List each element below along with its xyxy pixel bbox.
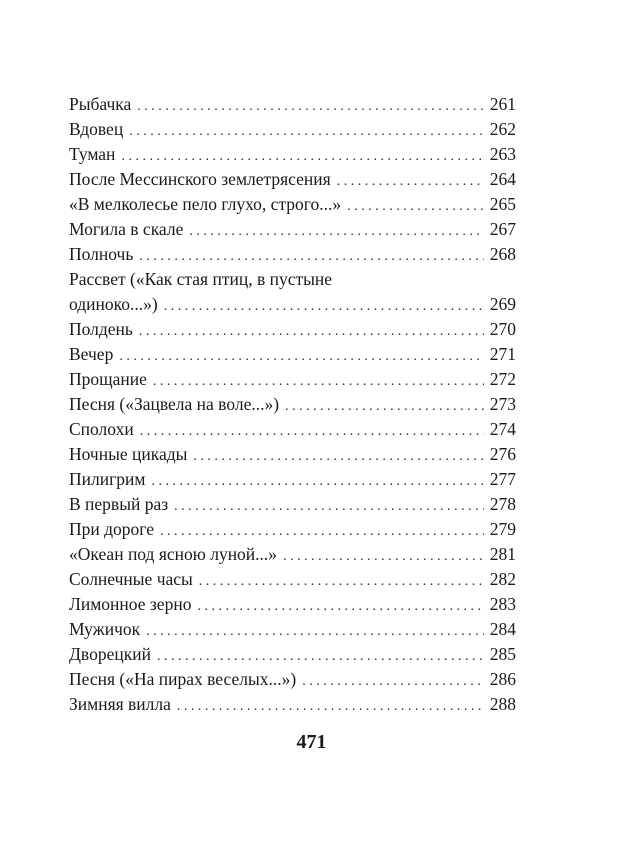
toc-entry-title: Туман <box>69 144 116 164</box>
toc-entry-page: 285 <box>489 644 516 664</box>
toc-entry-title: Зимняя вилла <box>69 694 171 714</box>
toc-entry <box>69 167 516 192</box>
toc-entry-page: 269 <box>489 294 516 314</box>
toc-entry-title: «В мелколесье пело глухо, строго...» <box>69 194 342 214</box>
dot-leader <box>337 169 484 194</box>
toc-entry-title: Ночные цикады <box>69 444 188 464</box>
toc-entry-title: Могила в скале <box>69 219 184 239</box>
toc-entry <box>69 342 516 367</box>
dot-leader <box>347 194 484 219</box>
toc-entry <box>69 92 516 117</box>
toc-entry-title: Полдень <box>69 319 133 339</box>
toc-entry <box>69 517 516 542</box>
table-of-contents <box>69 92 516 717</box>
toc-entry <box>69 692 516 717</box>
toc-entry-page: 268 <box>489 244 516 264</box>
toc-entry <box>69 292 516 317</box>
toc-entry-title: Песня («На пирах веселых...») <box>69 669 297 689</box>
toc-entry-page: 284 <box>489 619 516 639</box>
toc-entry-page: 278 <box>489 494 516 514</box>
toc-entry-title: «Океан под ясною луной...» <box>69 544 278 564</box>
toc-entry <box>69 467 516 492</box>
toc-entry <box>69 617 516 642</box>
toc-entry-page: 267 <box>489 219 516 239</box>
toc-entry <box>69 192 516 217</box>
toc-entry-title: одиноко...») <box>69 294 158 314</box>
dot-leader <box>174 494 484 519</box>
toc-entry-title: Рыбачка <box>69 94 132 114</box>
toc-entry-page: 286 <box>489 669 516 689</box>
dot-leader <box>157 644 484 669</box>
toc-entry-title: Солнечные часы <box>69 569 193 589</box>
toc-entry <box>69 492 516 517</box>
toc-entry <box>69 117 516 142</box>
toc-entry-page: 288 <box>489 694 516 714</box>
dot-leader <box>146 619 484 644</box>
toc-entry-title: В первый раз <box>69 494 169 514</box>
toc-entry <box>69 242 516 267</box>
toc-entry-page: 270 <box>489 319 516 339</box>
toc-entry-page: 281 <box>489 544 516 564</box>
toc-entry <box>69 567 516 592</box>
toc-entry-page: 271 <box>489 344 516 364</box>
dot-leader <box>160 519 484 544</box>
dot-leader <box>139 244 483 269</box>
dot-leader <box>283 544 484 569</box>
dot-leader <box>197 594 483 619</box>
toc-entry-title: Вдовец <box>69 119 124 139</box>
toc-entry-page: 264 <box>489 169 516 189</box>
toc-entry <box>69 217 516 242</box>
dot-leader <box>302 669 484 694</box>
toc-entry-page: 261 <box>489 94 516 114</box>
toc-entry-page: 276 <box>489 444 516 464</box>
toc-entry-title: Дворецкий <box>69 644 151 664</box>
toc-entry-title: Прощание <box>69 369 147 389</box>
dot-leader <box>193 444 483 469</box>
toc-entry-page: 279 <box>489 519 516 539</box>
dot-leader <box>140 419 484 444</box>
dot-leader <box>129 119 484 144</box>
toc-entry-title: Пилигрим <box>69 469 146 489</box>
toc-entry <box>69 592 516 617</box>
dot-leader <box>189 219 483 244</box>
toc-entry-page: 263 <box>489 144 516 164</box>
toc-entry-title-first-line: Рассвет («Как стая птиц, в пустыне <box>69 269 333 289</box>
toc-entry <box>69 417 516 442</box>
toc-entry-page: 265 <box>489 194 516 214</box>
dot-leader <box>153 369 484 394</box>
toc-entry-page: 262 <box>489 119 516 139</box>
toc-entry-page: 273 <box>489 394 516 414</box>
toc-entry-page: 282 <box>489 569 516 589</box>
toc-entry-page: 272 <box>489 369 516 389</box>
toc-entry-title: Полночь <box>69 244 134 264</box>
dot-leader <box>285 394 484 419</box>
toc-entry <box>69 542 516 567</box>
toc-entry-title: Мужичок <box>69 619 141 639</box>
toc-entry-title: Вечер <box>69 344 114 364</box>
toc-entry-page: 274 <box>489 419 516 439</box>
toc-entry-title: Сполохи <box>69 419 134 439</box>
page-number: 471 <box>296 731 327 753</box>
toc-entry-page: 277 <box>489 469 516 489</box>
dot-leader <box>151 469 483 494</box>
toc-entry-title: При дороге <box>69 519 154 539</box>
dot-leader <box>137 94 483 119</box>
dot-leader <box>199 569 484 594</box>
toc-entry <box>69 317 516 342</box>
toc-entry <box>69 367 516 392</box>
toc-entry-page: 283 <box>489 594 516 614</box>
toc-entry <box>69 667 516 692</box>
toc-entry-title: Лимонное зерно <box>69 594 192 614</box>
toc-entry <box>69 642 516 667</box>
dot-leader <box>121 144 483 169</box>
toc-entry <box>69 442 516 467</box>
toc-entry <box>69 142 516 167</box>
dot-leader <box>164 294 484 319</box>
toc-entry <box>69 392 516 417</box>
toc-entry-title: Песня («Зацвела на воле...») <box>69 394 280 414</box>
dot-leader <box>139 319 484 344</box>
toc-entry-title: После Мессинского землетрясения <box>69 169 331 189</box>
dot-leader <box>119 344 483 369</box>
dot-leader <box>177 694 484 719</box>
